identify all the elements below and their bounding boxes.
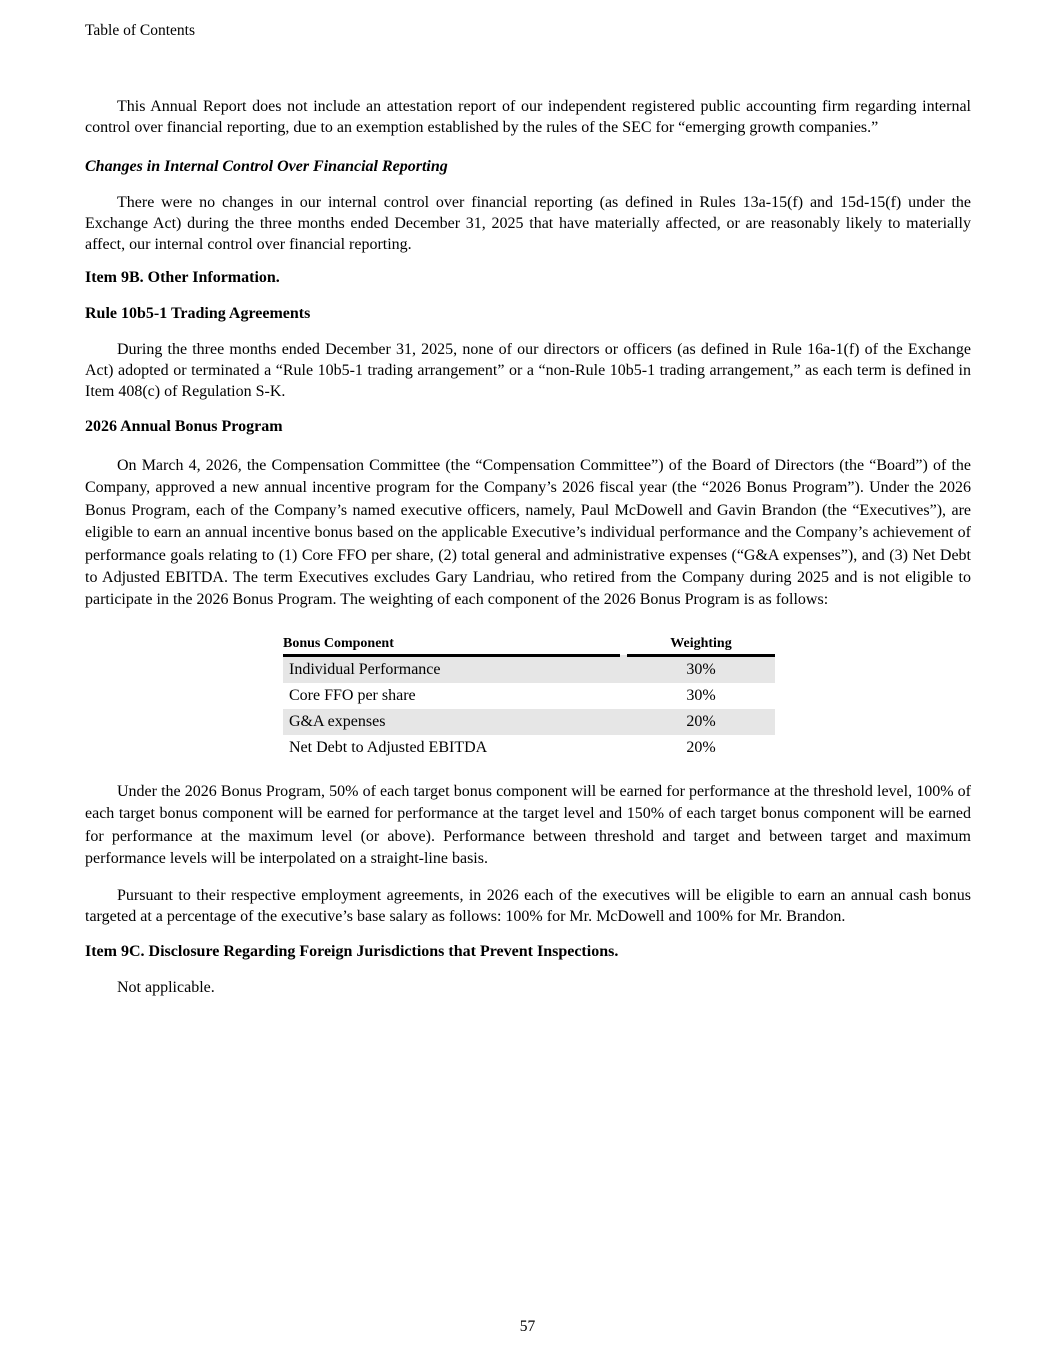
cell-component: Individual Performance xyxy=(283,655,620,683)
table-header-row xyxy=(283,635,775,656)
column-header-weighting: Weighting xyxy=(627,635,775,656)
cell-spacer xyxy=(620,655,627,683)
heading-rule-10b5-1: Rule 10b5-1 Trading Agreements xyxy=(85,305,311,322)
table-row xyxy=(283,683,775,709)
para-not-applicable: Not applicable. xyxy=(117,979,215,997)
cell-weighting: 20% xyxy=(627,709,775,735)
heading-item-9b: Item 9B. Other Information. xyxy=(85,269,280,286)
para-bonus-program-intro: On March 4, 2026, the Compensation Committee (the “Compensation Committee”) of the Board of Directors (the “Board”) of the Company, approved a new annual incentive program for the Company’s 2026 fiscal year (the “2026 Bonus Program”). Under the 2026 Bonus Program, each of the Company’s named executive officers, namely, Paul McDowell and Gavin Brandon (the “Executives”), are eligible to earn an annual incentive bonus based on the applicable Executive’s individual performance and the Company’s achievement of performance goals relating to (1) Core FFO per share, (2) total general and administrative expenses (“G&A expenses”), and (3) Net Debt to Adjusted EBITDA. The term Executives excludes Gary Landriau, who retired from the Company during 2025 and is not eligible to participate in the 2026 Bonus Program. The weighting of each component of the 2026 Bonus Program is as follows: xyxy=(85,457,971,609)
table-of-contents-link[interactable]: Table of Contents xyxy=(85,22,195,39)
para-rule-10b5-1: During the three months ended December 31, 2025, none of our directors or officers (as defined in Rule 16a-1(f) of the Exchange Act) adopted or terminated a “Rule 10b5-1 trading arrangement” or a “non-Rule 10b5-1 trading arrangement,” as each term is defined in Item 408(c) of Regulation S-K. xyxy=(85,341,971,400)
cell-weighting: 30% xyxy=(686,686,716,704)
cell-weighting: 30% xyxy=(627,655,775,683)
table-row xyxy=(283,709,775,735)
heading-2026-bonus-program: 2026 Annual Bonus Program xyxy=(85,418,283,435)
table-row xyxy=(283,735,775,761)
heading-item-9c: Item 9C. Disclosure Regarding Foreign Jurisdictions that Prevent Inspections. xyxy=(85,943,619,961)
cell-weighting: 20% xyxy=(686,738,716,756)
cell-spacer xyxy=(620,709,627,735)
para-no-changes: There were no changes in our internal control over financial reporting (as defined in Rules 13a-15(f) and 15d-15(f) under the Exchange Act) during the three months ended December 31, 2025 that have materially affected, or are reasonably likely to materially affect, our internal control over financial reporting. xyxy=(85,194,971,253)
cell-component: Core FFO per share xyxy=(289,686,416,704)
column-spacer xyxy=(620,635,627,656)
para-attestation: This Annual Report does not include an attestation report of our independent registered public accounting firm regarding internal control over financial reporting, due to an exemption established by the rules of the SEC for “emerging growth companies.” xyxy=(85,98,971,136)
cell-component: Net Debt to Adjusted EBITDA xyxy=(289,738,488,756)
column-header-bonus-component: Bonus Component xyxy=(283,635,620,656)
para-threshold-target-maximum: Under the 2026 Bonus Program, 50% of each target bonus component will be earned for performance at the threshold level, 100% of each target bonus component will be earned for performance at the target level and 150% of each target bonus component will be earned for performance at the maximum level (or above). Performance between threshold and target and between target and maximum performance levels will be interpolated on a straight-line basis. xyxy=(85,782,971,868)
table-row xyxy=(283,655,775,683)
page-number: 57 xyxy=(519,1318,536,1335)
cell-spacer xyxy=(620,735,627,761)
cell-spacer xyxy=(620,683,627,709)
cell-component: G&A expenses xyxy=(283,709,620,735)
para-pursuant-employment: Pursuant to their respective employment agreements, in 2026 each of the executives will be eligible to earn an annual cash bonus targeted at a percentage of the executive’s base salary as follows: 100% for Mr. McDowell and 100% for Mr. Brandon. xyxy=(85,887,971,926)
heading-changes-in-internal-control: Changes in Internal Control Over Financial Reporting xyxy=(85,158,448,175)
bonus-weighting-table xyxy=(283,635,775,761)
